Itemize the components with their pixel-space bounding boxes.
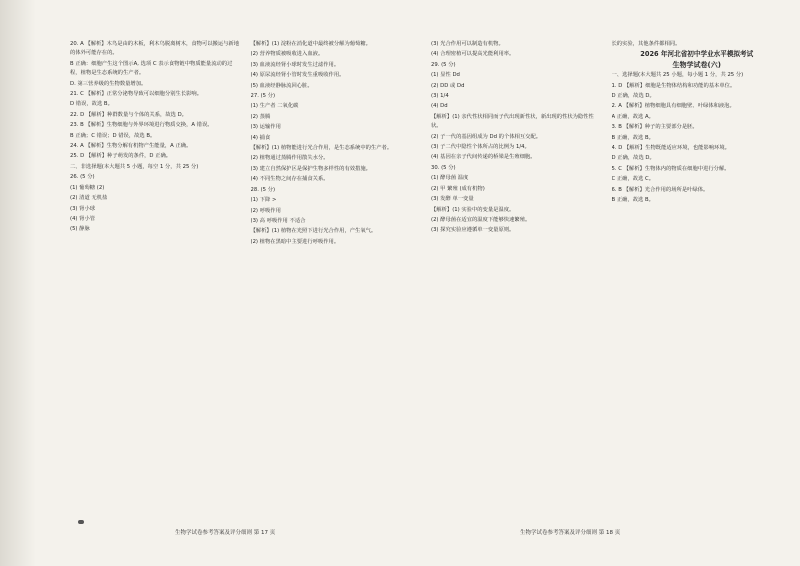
text-line: (3) 高 呼吸作用 不适合 (250, 217, 306, 224)
page-footer-left: 生物学试卷参考答案及评分细则 第 17 页 (175, 530, 276, 536)
text-line: 3. B 【解析】种子的主要部分是胚。 (611, 124, 698, 131)
text-line: (1) 显性 Dd (431, 72, 460, 79)
text-line: 28. (5 分) (250, 186, 276, 193)
column-1 (70, 40, 241, 530)
text-line: 20. A 【解析】木鸟是由的木板，利木鸟脱离树木，食物可以搬运与新地的体外可能存在的。 (70, 41, 240, 57)
text-line: 23. B 【解析】生物细胞与外界环境进行物质交换，A 错误。 (70, 122, 213, 129)
text-line: 2026 年河北省初中学业水平模拟考试 (640, 50, 754, 59)
text-line: D 错误，故选 B。 (70, 101, 113, 108)
text-line: A 正确，故选 A。 (611, 113, 654, 120)
text-line: 6. B 【解析】光合作用的场所是叶绿体。 (611, 186, 709, 193)
text-line: (3) 子二代中隐性个体所占的比例为 1/4。 (431, 144, 530, 151)
text-line: 一、选择题(本大题共 25 小题，每小题 1 分，共 25 分) (611, 72, 744, 79)
text-line: (4) 原尿流经肾小管时发生重吸收作用。 (250, 72, 345, 79)
text-line: 生物学试卷(六) (672, 60, 721, 69)
text-line: (2) 酵母菌在适宜的温度下能够快速繁殖。 (431, 216, 531, 223)
text-line: 1. D 【解析】细胞是生物体结构和功能的基本单位。 (611, 82, 736, 89)
text-line: (2) 呼吸作用 (250, 207, 281, 214)
text-line: 长的实验，其他条件都相同。 (611, 41, 681, 47)
text-line: 4. D 【解析】生物既能适应环境，也能影响环境。 (611, 145, 730, 152)
text-line: (4) Dd (431, 103, 448, 110)
text-line: (2) 蒸腾 (250, 113, 271, 120)
text-line: (3) 探究实验应遵循单一变量原则。 (431, 227, 515, 234)
text-line: B 正确，故选 B。 (611, 134, 654, 141)
text-line: 21. C 【解析】正常分泌物导致可以细胞分别生长影响。 (70, 91, 203, 98)
text-line: (3) 运输作用 (250, 124, 281, 131)
text-line: 5. C 【解析】生物体内的物质在细胞中进行分解。 (611, 165, 730, 172)
text-line: 29. (5 分) (431, 61, 456, 68)
text-line: (4) 肾小管 (70, 215, 96, 222)
text-line: D 正确，故选 D。 (611, 155, 655, 162)
text-line: 【解析】(1) 植物能进行光合作用，是生态系统中的生产者。 (250, 145, 393, 152)
text-line: (2) 营养物质被吸收进入血液。 (250, 51, 324, 58)
text-line: (3) 血液流经肾小球时发生过滤作用。 (250, 61, 340, 68)
text-line: 22. D 【解析】种群数量与个体的关系，故选 D。 (70, 111, 187, 118)
text-line: (4) 合理密植可以提高光能利用率。 (431, 51, 515, 58)
text-line: (2) 清道 无机盐 (70, 195, 108, 202)
text-line: (1) 下降 > (250, 197, 277, 204)
text-line: 【解析】(1) 植物在光照下进行光合作用，产生氧气。 (250, 228, 377, 235)
column-3 (431, 40, 602, 530)
text-line: 24. A 【解析】生物分解有机物产生能量，A 正确。 (70, 143, 192, 150)
scan-mark (78, 520, 84, 524)
text-line: 【解析】(1) 实验中的变量是温度。 (431, 206, 515, 213)
text-line: (2) 植物在黑暗中主要进行呼吸作用。 (250, 238, 340, 245)
text-line: B 正确：细胞产生这个图示A, 选项 C 表示食物链中物质能量流动的过程，植物是生态系统的生产者。 (70, 60, 233, 77)
text-line: (2) DD 或 Dd (431, 82, 465, 89)
text-line: (2) 植物通过蒸腾作用散失水分。 (250, 155, 329, 162)
text-line: 【解析】(1) 亲代性状相同而子代出现新性状，新出现的性状为隐性性状。 (431, 113, 594, 130)
text-line: (3) 肾小球 (70, 205, 96, 212)
text-line: 【解析】(1) 淀粉在消化道中最终被分解为葡萄糖。 (250, 41, 371, 47)
text-line: 二、非选择题(本大题共 5 小题，每空 1 分，共 25 分) (70, 163, 199, 170)
text-line: (1) 葡萄糖 (2) (70, 184, 105, 191)
text-line: B 正确，故选 B。 (611, 197, 654, 204)
text-line: C 正确，故选 C。 (611, 176, 655, 183)
text-line: 27. (5 分) (250, 93, 276, 100)
text-line: (2) 甲 繁殖 (成有机物) (431, 185, 485, 192)
text-line: 30. (5 分) (431, 164, 456, 171)
text-line: 26. (5 分) (70, 174, 95, 181)
text-line: (3) 发酵 单一变量 (431, 196, 474, 203)
text-line: 2. A 【解析】植物细胞具有细胞壁、叶绿体和液泡。 (611, 103, 735, 110)
text-line: (4) 不同生物之间存在捕食关系。 (250, 176, 329, 183)
text-line: D 正确，故选 D。 (611, 93, 655, 100)
page-footer-right: 生物学试卷参考答案及评分细则 第 18 页 (520, 530, 621, 536)
text-line: 25. D 【解析】种子萌发的条件，D 正确。 (70, 153, 172, 160)
column-2 (251, 40, 422, 530)
text-line: (4) 基因在亲子代间传递的桥梁是生殖细胞。 (431, 154, 536, 161)
text-line: (3) 光合作用可以制造有机物。 (431, 41, 504, 47)
text-line: (3) 1/4 (431, 93, 449, 100)
text-line: (1) 生产者 二氧化碳 (250, 103, 299, 110)
text-line: B 正确；C 错误；D 错误，故选 B。 (70, 132, 156, 139)
text-line: D. 第三营养级的生物数量增加。 (70, 80, 147, 87)
text-line: (1) 酵母菌 温度 (431, 175, 469, 182)
text-line: (4) 捕食 (250, 134, 271, 141)
text-line: (2) 子一代的基因组成为 Dd 的个体相互交配。 (431, 133, 542, 140)
column-4 (612, 40, 783, 530)
text-line: (5) 静脉 (70, 226, 90, 233)
text-line: (3) 建立自然保护区是保护生物多样性的有效措施。 (250, 165, 371, 172)
text-line: (5) 血液经静脉流回心脏。 (250, 82, 313, 89)
scan-edge (0, 0, 36, 566)
